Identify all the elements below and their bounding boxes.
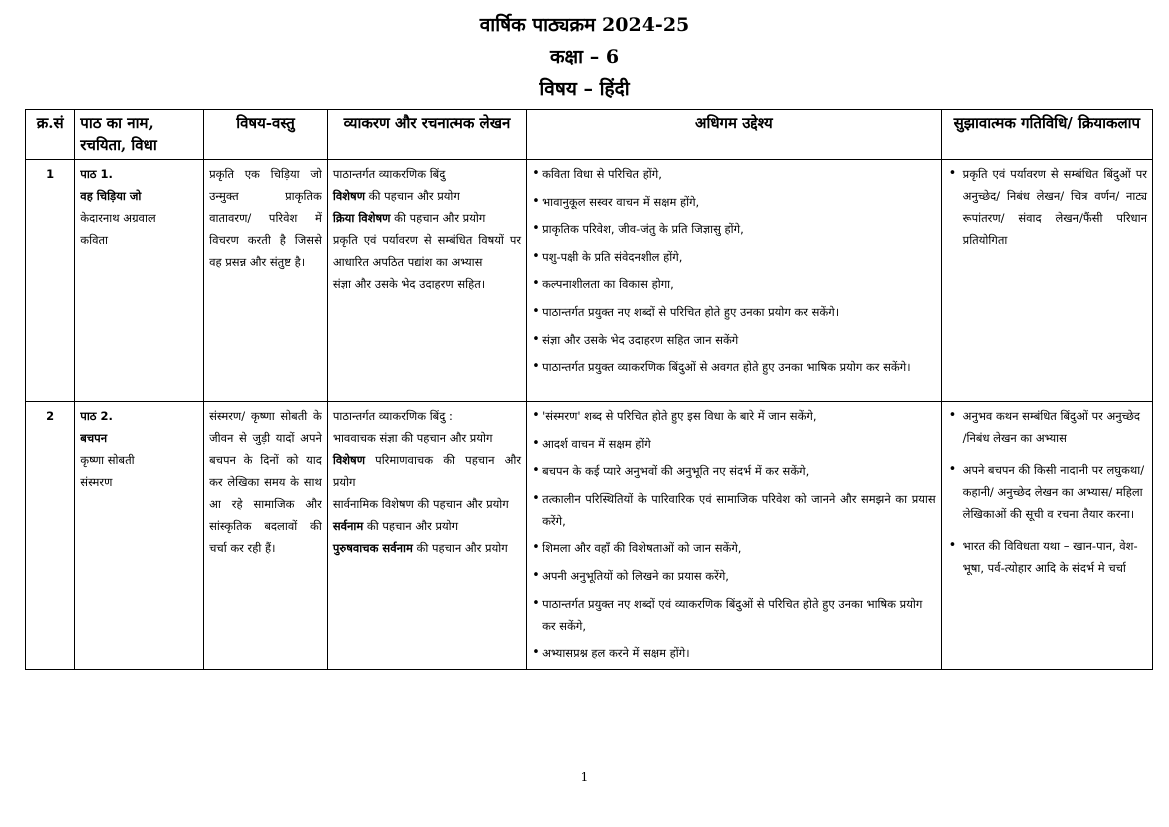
page-number: 1 xyxy=(580,770,589,784)
activity-item: • भारत की विविधता यथा – खान-पान, वेश-भूषा, पर्व-त्योहार आदि के संदर्भ मे चर्चा xyxy=(947,535,1147,579)
header-lesson: पाठ का नाम, रचयिता, विधा xyxy=(75,110,204,160)
lesson-genre: कविता xyxy=(80,233,109,247)
objective-item: • तत्कालीन परिस्थितियों के पारिवारिक एवं सामाजिक परिवेश को जानने और समझने का प्रयास करेंगे, xyxy=(532,488,936,532)
objectives-cell xyxy=(527,402,942,670)
objective-item: • पाठान्तर्गत प्रयुक्त नए शब्दों से परिचित होते हुए उनका प्रयोग कर सकेंगे। xyxy=(532,301,936,323)
activity-item: • अनुभव कथन सम्बंधित बिंदुओं पर अनुच्छेद /निबंध लेखन का अभ्यास xyxy=(947,405,1147,449)
grammar-line: क्रिया विशेषण की पहचान और प्रयोग xyxy=(332,211,486,225)
activity-item: • प्रकृति एवं पर्यावरण से सम्बंधित बिंदुओं पर अनुच्छेद/ निबंध लेखन/ चित्र वर्णन/ नाट्य रूपांतरण/ संवाद लेखन/फैंसी परिधान प्रतियोगिता xyxy=(947,163,1147,251)
header-content: विषय-वस्तु xyxy=(204,110,328,160)
grammar-line: सार्वनामिक विशेषण की पहचान और प्रयोग xyxy=(332,497,509,511)
activity-item: • अपने बचपन की किसी नादानी पर लघुकथा/ कहानी/ अनुच्छेद लेखन का अभ्यास/ महिला लेखिकाओं की सूची व रचना तैयार करना। xyxy=(947,459,1147,525)
objective-item: • अपनी अनुभूतियों को लिखने का प्रयास करेंगे, xyxy=(532,565,936,587)
objective-item: • आदर्श वाचन में सक्षम होंगे xyxy=(532,433,936,455)
objective-item: • पशु-पक्षी के प्रति संवेदनशील होंगे, xyxy=(532,246,936,268)
row-serial: 1 xyxy=(26,160,75,402)
grammar-line: विशेषण परिमाणवाचक की पहचान और प्रयोग xyxy=(332,453,522,489)
objective-item: • 'संस्मरण' शब्द से परिचित होते हुए इस विधा के बारे में जान सकेंगे, xyxy=(532,405,936,427)
header-objectives: अधिगम उद्देश्य xyxy=(527,110,942,160)
lesson-number: पाठ 2. xyxy=(80,409,113,423)
activities-cell xyxy=(941,402,1152,670)
grammar-line: पुरुषवाचक सर्वनाम की पहचान और प्रयोग xyxy=(332,541,508,555)
objective-item: • बचपन के कई प्यारे अनुभवों की अनुभूति नए संदर्भ में कर सकेंगे, xyxy=(532,460,936,482)
header-serial: क्र.सं xyxy=(26,110,75,160)
lesson-title: बचपन xyxy=(80,431,108,445)
grammar-line: प्रकृति एवं पर्यावरण से सम्बंधित विषयों पर आधारित अपठित पद्यांश का अभ्यास xyxy=(332,233,522,269)
objective-item: • पाठान्तर्गत प्रयुक्त व्याकरणिक बिंदुओं से अवगत होते हुए उनका भाषिक प्रयोग कर सकेंगे। xyxy=(532,356,936,378)
header-activities: सुझावात्मक गतिविधि/ क्रियाकलाप xyxy=(941,110,1152,160)
objective-item: • अभ्यासप्रश्न हल करने में सक्षम होंगे। xyxy=(532,642,936,664)
content-cell: प्रकृति एक चिड़िया जो उन्मुक्त प्राकृतिक वातावरण/ परिवेश में विचरण करती है जिससे वह प्रसन्न और संतुष्ट है। xyxy=(204,160,328,402)
header-grammar: व्याकरण और रचनात्मक लेखन xyxy=(327,110,526,160)
grammar-line: विशेषण की पहचान और प्रयोग xyxy=(332,189,460,203)
table-row xyxy=(26,160,1153,402)
objective-item: • भावानुकूल सस्वर वाचन में सक्षम होंगे, xyxy=(532,191,936,213)
objective-item: • पाठान्तर्गत प्रयुक्त नए शब्दों एवं व्याकरणिक बिंदुओं से परिचित होते हुए उनका भाषिक प्रयोग कर सकेंगे, xyxy=(532,593,936,637)
objective-item: • कविता विधा से परिचित होंगे, xyxy=(532,163,936,185)
lesson-number: पाठ 1. xyxy=(80,167,113,181)
grammar-line: सर्वनाम की पहचान और प्रयोग xyxy=(332,519,459,533)
grammar-cell xyxy=(327,402,526,670)
lesson-cell xyxy=(75,402,204,670)
page-title: वार्षिक पाठ्यक्रम 2024-25 xyxy=(479,14,690,36)
grammar-line: पाठान्तर्गत व्याकरणिक बिंदु : xyxy=(332,409,453,423)
grammar-cell xyxy=(327,160,526,402)
lesson-author: कृष्णा सोबती xyxy=(80,453,135,467)
syllabus-table xyxy=(25,109,1153,670)
objective-item: • संज्ञा और उसके भेद उदाहरण सहित जान सकेंगे xyxy=(532,329,936,351)
lesson-genre: संस्मरण xyxy=(80,475,113,489)
objective-item: • कल्पनाशीलता का विकास होगा, xyxy=(532,273,936,295)
objective-item: • प्राकृतिक परिवेश, जीव-जंतु के प्रति जिज्ञासु होंगे, xyxy=(532,218,936,240)
objective-item: • शिमला और वहाँ की विशेषताओं को जान सकेंगे, xyxy=(532,537,936,559)
row-serial: 2 xyxy=(26,402,75,670)
grammar-line: संज्ञा और उसके भेद उदाहरण सहित। xyxy=(332,277,486,291)
table-header-row xyxy=(26,110,1153,160)
subject-label: विषय – हिंदी xyxy=(539,78,630,100)
objectives-cell xyxy=(527,160,942,402)
lesson-author: केदारनाथ अग्रवाल xyxy=(80,211,156,225)
table-row xyxy=(26,402,1153,670)
grammar-line: भाववाचक संज्ञा की पहचान और प्रयोग xyxy=(332,431,493,445)
content-cell: संस्मरण/ कृष्णा सोबती के जीवन से जुड़ी यादों अपने बचपन के दिनों को याद कर लेखिका समय के साथ आ रहे सामाजिक और सांस्कृतिक बदलावों की चर्चा कर रही हैं। xyxy=(204,402,328,670)
lesson-cell xyxy=(75,160,204,402)
class-label: कक्षा – 6 xyxy=(549,46,620,68)
activities-cell xyxy=(941,160,1152,402)
lesson-title: वह चिड़िया जो xyxy=(80,189,142,203)
grammar-line: पाठान्तर्गत व्याकरणिक बिंदु xyxy=(332,167,446,181)
